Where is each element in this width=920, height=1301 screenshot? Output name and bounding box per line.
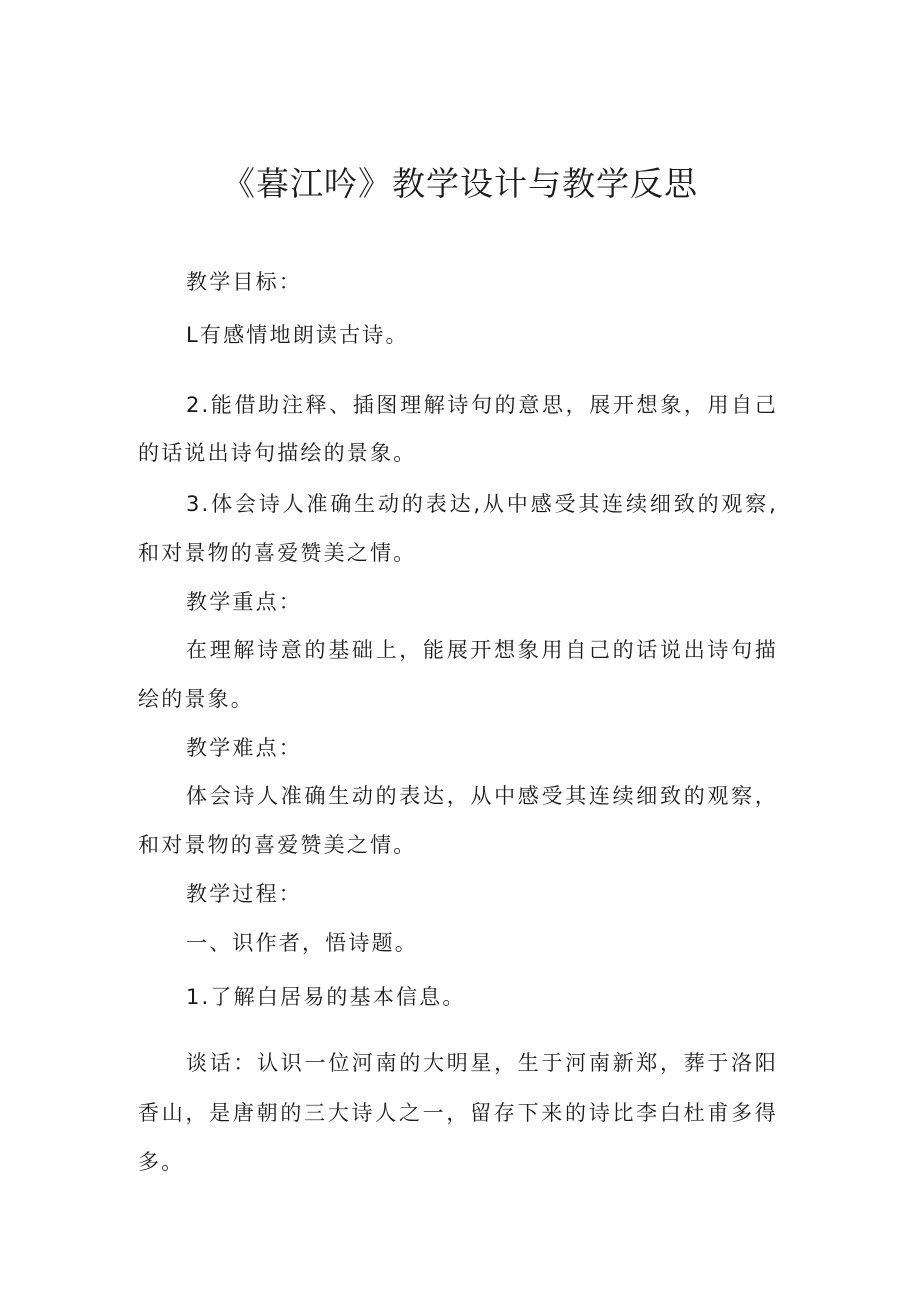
process-section-1: 一、识作者，悟诗题。 — [186, 931, 418, 955]
objective-1: L有感情地朗读古诗。 — [186, 323, 409, 347]
process-step-1: 1.了解白居易的基本信息。 — [186, 985, 466, 1009]
difficult-points-line-1: 体会诗人准确生动的表达，从中感受其连续细致的观察， — [186, 784, 778, 808]
heading-teaching-objectives: 教学目标： — [186, 270, 302, 294]
talk-line-3: 多。 — [138, 1150, 185, 1174]
objective-2-line-2: 的话说出诗句描绘的景象。 — [138, 441, 417, 465]
document-title: 《暮江吟》教学设计与教学反思 — [222, 164, 698, 203]
heading-teaching-process: 教学过程： — [186, 882, 302, 906]
key-points-line-2: 绘的景象。 — [138, 687, 254, 711]
talk-line-1: 谈话：认识一位河南的大明星，生于河南新郑，葬于洛阳 — [186, 1051, 778, 1075]
objective-3-line-1: 3.体会诗人准确生动的表达,从中感受其连续细致的观察, — [186, 492, 778, 516]
heading-key-points: 教学重点： — [186, 590, 302, 614]
talk-line-2: 香山，是唐朝的三大诗人之一，留存下来的诗比李白杜甫多得 — [138, 1101, 778, 1125]
objective-2-line-1: 2.能借助注释、插图理解诗句的意思，展开想象，用自己 — [186, 393, 778, 417]
objective-3-line-2: 和对景物的喜爱赞美之情。 — [138, 541, 417, 565]
difficult-points-line-2: 和对景物的喜爱赞美之情。 — [138, 833, 417, 857]
heading-difficult-points: 教学难点： — [186, 736, 302, 760]
key-points-line-1: 在理解诗意的基础上，能展开想象用自己的话说出诗句描 — [186, 638, 778, 662]
